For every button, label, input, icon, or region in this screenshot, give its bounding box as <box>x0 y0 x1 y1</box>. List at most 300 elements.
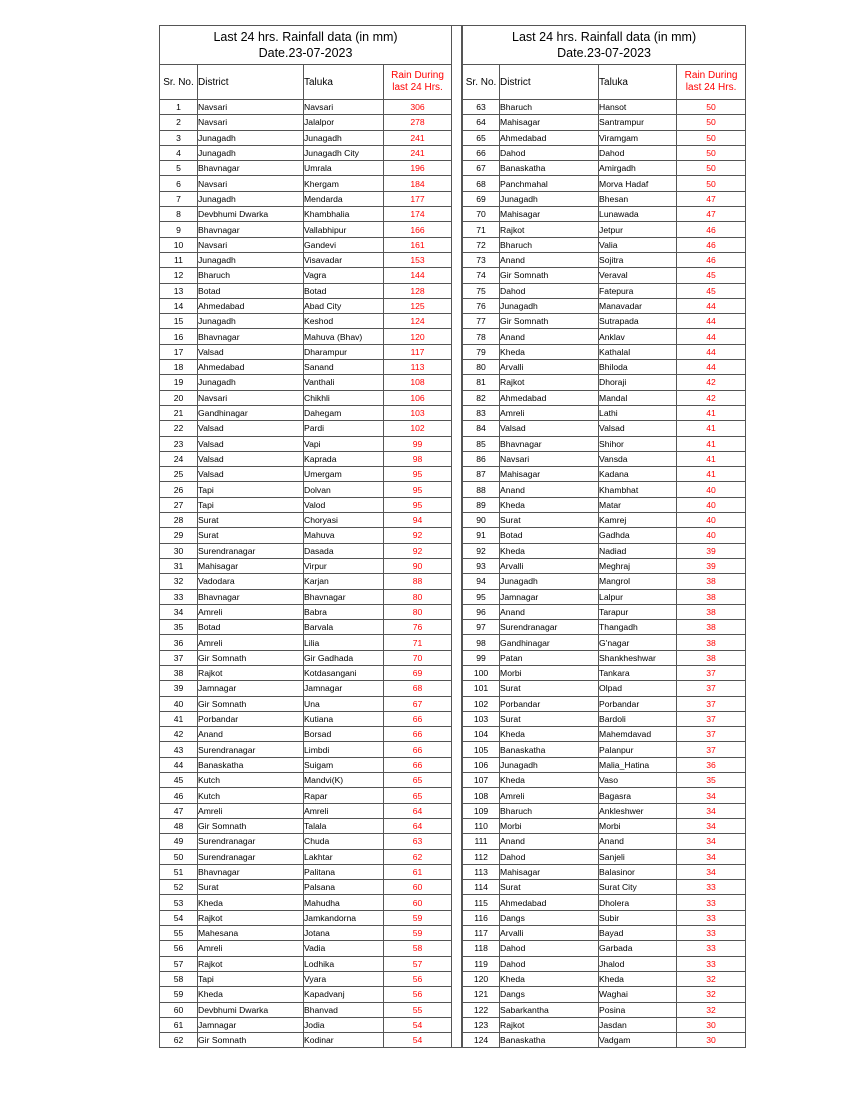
cell-sr-no: 20 <box>160 390 198 405</box>
cell-taluka: Bhesan <box>599 191 677 206</box>
cell-district: Surat <box>198 513 304 528</box>
cell-taluka: Babra <box>304 604 384 619</box>
cell-taluka: Kadana <box>599 467 677 482</box>
cell-taluka: Malia_Hatina <box>599 757 677 772</box>
table-row <box>463 727 746 742</box>
cell-district: Navsari <box>198 390 304 405</box>
table-body-right <box>463 100 746 1048</box>
cell-sr-no: 44 <box>160 757 198 772</box>
table-row <box>160 268 452 283</box>
cell-taluka: Sojitra <box>599 252 677 267</box>
cell-sr-no: 31 <box>160 558 198 573</box>
cell-taluka: Suigam <box>304 757 384 772</box>
cell-taluka: Lodhika <box>304 956 384 971</box>
cell-taluka: Palanpur <box>599 742 677 757</box>
table-row <box>463 880 746 895</box>
cell-rain: 40 <box>677 497 746 512</box>
cell-district: Kheda <box>500 971 599 986</box>
cell-rain: 47 <box>677 191 746 206</box>
cell-sr-no: 97 <box>463 620 500 635</box>
cell-taluka: Morbi <box>599 818 677 833</box>
table-row <box>463 528 746 543</box>
cell-district: Valsad <box>198 436 304 451</box>
cell-sr-no: 67 <box>463 161 500 176</box>
cell-rain: 59 <box>384 910 452 925</box>
cell-rain: 41 <box>677 467 746 482</box>
cell-taluka: Gir Gadhada <box>304 650 384 665</box>
cell-district: Surendranagar <box>198 834 304 849</box>
cell-taluka: Porbandar <box>599 696 677 711</box>
cell-rain: 37 <box>677 665 746 680</box>
cell-rain: 124 <box>384 314 452 329</box>
cell-district: Anand <box>500 329 599 344</box>
cell-district: Anand <box>500 604 599 619</box>
cell-rain: 80 <box>384 589 452 604</box>
cell-rain: 40 <box>677 528 746 543</box>
cell-taluka: Anand <box>599 834 677 849</box>
cell-district: Amreli <box>198 941 304 956</box>
cell-rain: 34 <box>677 803 746 818</box>
cell-rain: 117 <box>384 344 452 359</box>
cell-rain: 166 <box>384 222 452 237</box>
cell-sr-no: 78 <box>463 329 500 344</box>
cell-district: Dahod <box>500 849 599 864</box>
table-row <box>160 467 452 482</box>
cell-sr-no: 105 <box>463 742 500 757</box>
cell-rain: 54 <box>384 1017 452 1032</box>
cell-district: Surat <box>500 513 599 528</box>
table-row <box>160 895 452 910</box>
cell-district: Surat <box>198 528 304 543</box>
cell-sr-no: 109 <box>463 803 500 818</box>
cell-sr-no: 93 <box>463 558 500 573</box>
cell-rain: 41 <box>677 436 746 451</box>
table-row <box>463 375 746 390</box>
cell-rain: 161 <box>384 237 452 252</box>
cell-rain: 32 <box>677 987 746 1002</box>
cell-rain: 71 <box>384 635 452 650</box>
cell-district: Navsari <box>198 100 304 115</box>
table-row <box>160 650 452 665</box>
table-row <box>160 742 452 757</box>
cell-sr-no: 15 <box>160 314 198 329</box>
cell-rain: 60 <box>384 895 452 910</box>
cell-rain: 60 <box>384 880 452 895</box>
cell-sr-no: 75 <box>463 283 500 298</box>
cell-taluka: Kaprada <box>304 451 384 466</box>
cell-district: Bhavnagar <box>198 222 304 237</box>
cell-taluka: Olpad <box>599 681 677 696</box>
table-row <box>160 711 452 726</box>
header-taluka: Taluka <box>599 65 677 100</box>
cell-rain: 241 <box>384 145 452 160</box>
cell-district: Kheda <box>198 987 304 1002</box>
cell-sr-no: 58 <box>160 971 198 986</box>
table-row <box>160 574 452 589</box>
title-date: Date.23-07-2023 <box>557 46 651 60</box>
cell-sr-no: 60 <box>160 1002 198 1017</box>
cell-sr-no: 107 <box>463 773 500 788</box>
table-row <box>463 344 746 359</box>
table-row <box>160 497 452 512</box>
cell-rain: 278 <box>384 115 452 130</box>
cell-district: Kheda <box>500 773 599 788</box>
cell-taluka: Khergam <box>304 176 384 191</box>
cell-rain: 70 <box>384 650 452 665</box>
cell-district: Dahod <box>500 145 599 160</box>
cell-rain: 37 <box>677 742 746 757</box>
cell-sr-no: 17 <box>160 344 198 359</box>
cell-taluka: Limbdi <box>304 742 384 757</box>
cell-taluka: Fatepura <box>599 283 677 298</box>
table-row <box>463 987 746 1002</box>
cell-sr-no: 32 <box>160 574 198 589</box>
table-row <box>463 360 746 375</box>
cell-rain: 47 <box>677 207 746 222</box>
cell-taluka: Botad <box>304 283 384 298</box>
cell-district: Gir Somnath <box>198 818 304 833</box>
cell-district: Valsad <box>198 451 304 466</box>
cell-rain: 33 <box>677 926 746 941</box>
cell-rain: 33 <box>677 880 746 895</box>
table-row <box>160 604 452 619</box>
cell-sr-no: 28 <box>160 513 198 528</box>
cell-taluka: Subir <box>599 910 677 925</box>
table-row <box>160 513 452 528</box>
cell-sr-no: 99 <box>463 650 500 665</box>
cell-taluka: Mahudha <box>304 895 384 910</box>
cell-sr-no: 13 <box>160 283 198 298</box>
table-row <box>463 314 746 329</box>
table-row <box>160 803 452 818</box>
table-row <box>463 681 746 696</box>
cell-sr-no: 72 <box>463 237 500 252</box>
cell-sr-no: 108 <box>463 788 500 803</box>
cell-rain: 41 <box>677 405 746 420</box>
cell-rain: 95 <box>384 482 452 497</box>
cell-rain: 61 <box>384 864 452 879</box>
cell-rain: 30 <box>677 1017 746 1032</box>
cell-sr-no: 73 <box>463 252 500 267</box>
cell-taluka: Junagadh City <box>304 145 384 160</box>
cell-district: Amreli <box>198 635 304 650</box>
cell-sr-no: 49 <box>160 834 198 849</box>
cell-sr-no: 95 <box>463 589 500 604</box>
cell-taluka: Dasada <box>304 543 384 558</box>
table-row <box>463 329 746 344</box>
cell-taluka: Kutiana <box>304 711 384 726</box>
cell-sr-no: 92 <box>463 543 500 558</box>
cell-taluka: Visavadar <box>304 252 384 267</box>
cell-rain: 66 <box>384 757 452 772</box>
cell-rain: 39 <box>677 558 746 573</box>
table-title <box>463 26 746 65</box>
cell-sr-no: 65 <box>463 130 500 145</box>
cell-district: Valsad <box>198 344 304 359</box>
table-row <box>463 895 746 910</box>
table-row <box>463 451 746 466</box>
cell-rain: 98 <box>384 451 452 466</box>
cell-sr-no: 52 <box>160 880 198 895</box>
cell-taluka: Waghai <box>599 987 677 1002</box>
cell-rain: 99 <box>384 436 452 451</box>
table-row <box>160 360 452 375</box>
cell-sr-no: 100 <box>463 665 500 680</box>
cell-sr-no: 86 <box>463 451 500 466</box>
cell-district: Banaskatha <box>198 757 304 772</box>
cell-taluka: Navsari <box>304 100 384 115</box>
cell-taluka: Santrampur <box>599 115 677 130</box>
cell-sr-no: 54 <box>160 910 198 925</box>
cell-rain: 45 <box>677 283 746 298</box>
cell-district: Amreli <box>198 604 304 619</box>
cell-taluka: Hansot <box>599 100 677 115</box>
header-rain <box>384 65 452 100</box>
cell-taluka: Vyara <box>304 971 384 986</box>
rainfall-table-left <box>159 25 452 1048</box>
cell-district: Rajkot <box>500 375 599 390</box>
cell-district: Navsari <box>198 237 304 252</box>
cell-taluka: Bhiloda <box>599 360 677 375</box>
table-row <box>463 574 746 589</box>
cell-sr-no: 98 <box>463 635 500 650</box>
cell-taluka: Dahegam <box>304 405 384 420</box>
cell-taluka: Jhalod <box>599 956 677 971</box>
cell-district: Ahmedabad <box>198 298 304 313</box>
cell-rain: 196 <box>384 161 452 176</box>
table-row <box>160 405 452 420</box>
table-row <box>160 207 452 222</box>
cell-taluka: Veraval <box>599 268 677 283</box>
header-taluka: Taluka <box>304 65 384 100</box>
table-row <box>463 1017 746 1032</box>
table-row <box>463 100 746 115</box>
cell-taluka: Jalalpor <box>304 115 384 130</box>
table-row <box>463 390 746 405</box>
table-row <box>160 528 452 543</box>
title-row <box>160 26 452 65</box>
table-row <box>160 696 452 711</box>
cell-district: Surendranagar <box>198 742 304 757</box>
cell-sr-no: 25 <box>160 467 198 482</box>
cell-sr-no: 96 <box>463 604 500 619</box>
cell-sr-no: 8 <box>160 207 198 222</box>
cell-rain: 128 <box>384 283 452 298</box>
table-row <box>160 161 452 176</box>
cell-sr-no: 19 <box>160 375 198 390</box>
cell-sr-no: 18 <box>160 360 198 375</box>
cell-sr-no: 118 <box>463 941 500 956</box>
cell-rain: 50 <box>677 145 746 160</box>
table-row <box>160 176 452 191</box>
cell-rain: 39 <box>677 543 746 558</box>
table-row <box>463 497 746 512</box>
cell-district: Mahisagar <box>500 864 599 879</box>
cell-taluka: Mangrol <box>599 574 677 589</box>
cell-taluka: Mandal <box>599 390 677 405</box>
cell-rain: 66 <box>384 727 452 742</box>
cell-rain: 33 <box>677 910 746 925</box>
cell-district: Devbhumi Dwarka <box>198 1002 304 1017</box>
cell-taluka: Lilia <box>304 635 384 650</box>
table-title <box>160 26 452 65</box>
cell-district: Gandhinagar <box>500 635 599 650</box>
cell-district: Jamnagar <box>198 1017 304 1032</box>
cell-taluka: Barvala <box>304 620 384 635</box>
table-row <box>463 849 746 864</box>
table-row <box>463 742 746 757</box>
cell-taluka: Posina <box>599 1002 677 1017</box>
cell-sr-no: 124 <box>463 1033 500 1048</box>
cell-district: Surat <box>500 681 599 696</box>
cell-taluka: Una <box>304 696 384 711</box>
cell-rain: 55 <box>384 1002 452 1017</box>
cell-taluka: Umergam <box>304 467 384 482</box>
cell-sr-no: 89 <box>463 497 500 512</box>
cell-rain: 54 <box>384 1033 452 1048</box>
table-row <box>463 1033 746 1048</box>
cell-sr-no: 11 <box>160 252 198 267</box>
cell-sr-no: 68 <box>463 176 500 191</box>
cell-sr-no: 45 <box>160 773 198 788</box>
cell-sr-no: 48 <box>160 818 198 833</box>
cell-taluka: Dhoraji <box>599 375 677 390</box>
cell-sr-no: 55 <box>160 926 198 941</box>
table-row <box>463 237 746 252</box>
cell-taluka: Shankheshwar <box>599 650 677 665</box>
cell-sr-no: 7 <box>160 191 198 206</box>
cell-sr-no: 102 <box>463 696 500 711</box>
cell-sr-no: 27 <box>160 497 198 512</box>
cell-district: Rajkot <box>198 665 304 680</box>
cell-rain: 44 <box>677 329 746 344</box>
cell-rain: 58 <box>384 941 452 956</box>
title-text: Last 24 hrs. Rainfall data (in mm) <box>512 30 697 44</box>
cell-district: Mahisagar <box>500 467 599 482</box>
cell-sr-no: 113 <box>463 864 500 879</box>
cell-district: Surendranagar <box>198 849 304 864</box>
cell-district: Junagadh <box>198 252 304 267</box>
cell-rain: 35 <box>677 773 746 788</box>
cell-taluka: Junagadh <box>304 130 384 145</box>
cell-sr-no: 112 <box>463 849 500 864</box>
table-row <box>463 604 746 619</box>
cell-district: Dahod <box>500 283 599 298</box>
cell-rain: 41 <box>677 451 746 466</box>
cell-taluka: Mandvi(K) <box>304 773 384 788</box>
cell-taluka: Garbada <box>599 941 677 956</box>
cell-taluka: Mahuva (Bhav) <box>304 329 384 344</box>
cell-taluka: Nadiad <box>599 543 677 558</box>
cell-district: Rajkot <box>500 222 599 237</box>
table-row <box>160 115 452 130</box>
cell-sr-no: 2 <box>160 115 198 130</box>
table-row <box>463 421 746 436</box>
cell-sr-no: 110 <box>463 818 500 833</box>
cell-district: Anand <box>500 252 599 267</box>
cell-district: Junagadh <box>198 145 304 160</box>
cell-district: Navsari <box>198 115 304 130</box>
cell-rain: 50 <box>677 100 746 115</box>
cell-rain: 113 <box>384 360 452 375</box>
table-row <box>463 405 746 420</box>
cell-sr-no: 90 <box>463 513 500 528</box>
cell-district: Junagadh <box>198 375 304 390</box>
cell-district: Banaskatha <box>500 742 599 757</box>
cell-taluka: Bhanvad <box>304 1002 384 1017</box>
table-row <box>160 314 452 329</box>
cell-taluka: Lakhtar <box>304 849 384 864</box>
cell-sr-no: 37 <box>160 650 198 665</box>
cell-taluka: Talala <box>304 818 384 833</box>
table-row <box>463 589 746 604</box>
cell-rain: 76 <box>384 620 452 635</box>
title-date: Date.23-07-2023 <box>258 46 353 60</box>
table-row <box>463 971 746 986</box>
cell-sr-no: 103 <box>463 711 500 726</box>
cell-taluka: Thangadh <box>599 620 677 635</box>
cell-rain: 32 <box>677 1002 746 1017</box>
table-row <box>160 849 452 864</box>
cell-district: Gir Somnath <box>198 696 304 711</box>
cell-district: Gir Somnath <box>500 268 599 283</box>
cell-taluka: Chuda <box>304 834 384 849</box>
cell-sr-no: 34 <box>160 604 198 619</box>
header-rain-line1: Rain During <box>391 70 444 81</box>
cell-rain: 174 <box>384 207 452 222</box>
cell-district: Kutch <box>198 773 304 788</box>
cell-rain: 95 <box>384 467 452 482</box>
cell-taluka: Keshod <box>304 314 384 329</box>
cell-rain: 44 <box>677 314 746 329</box>
cell-district: Surat <box>198 880 304 895</box>
cell-sr-no: 14 <box>160 298 198 313</box>
table-row <box>160 987 452 1002</box>
cell-taluka: Jodia <box>304 1017 384 1032</box>
cell-taluka: Valsad <box>599 421 677 436</box>
table-row <box>463 252 746 267</box>
table-row <box>160 971 452 986</box>
cell-sr-no: 69 <box>463 191 500 206</box>
cell-rain: 66 <box>384 742 452 757</box>
cell-taluka: Mahuva <box>304 528 384 543</box>
cell-district: Botad <box>198 620 304 635</box>
cell-taluka: Vallabhipur <box>304 222 384 237</box>
cell-taluka: Vadgam <box>599 1033 677 1048</box>
cell-rain: 37 <box>677 681 746 696</box>
cell-taluka: Amreli <box>304 803 384 818</box>
header-district: District <box>500 65 599 100</box>
cell-taluka: Mahemdavad <box>599 727 677 742</box>
table-row <box>463 176 746 191</box>
cell-sr-no: 29 <box>160 528 198 543</box>
cell-district: Bhavnagar <box>198 329 304 344</box>
cell-sr-no: 43 <box>160 742 198 757</box>
table-row <box>160 237 452 252</box>
cell-rain: 125 <box>384 298 452 313</box>
cell-taluka: Vaso <box>599 773 677 788</box>
cell-rain: 92 <box>384 528 452 543</box>
cell-taluka: Sanjeli <box>599 849 677 864</box>
cell-sr-no: 106 <box>463 757 500 772</box>
cell-sr-no: 120 <box>463 971 500 986</box>
cell-district: Banaskatha <box>500 1033 599 1048</box>
cell-sr-no: 6 <box>160 176 198 191</box>
cell-sr-no: 79 <box>463 344 500 359</box>
cell-sr-no: 104 <box>463 727 500 742</box>
cell-sr-no: 33 <box>160 589 198 604</box>
cell-rain: 50 <box>677 161 746 176</box>
